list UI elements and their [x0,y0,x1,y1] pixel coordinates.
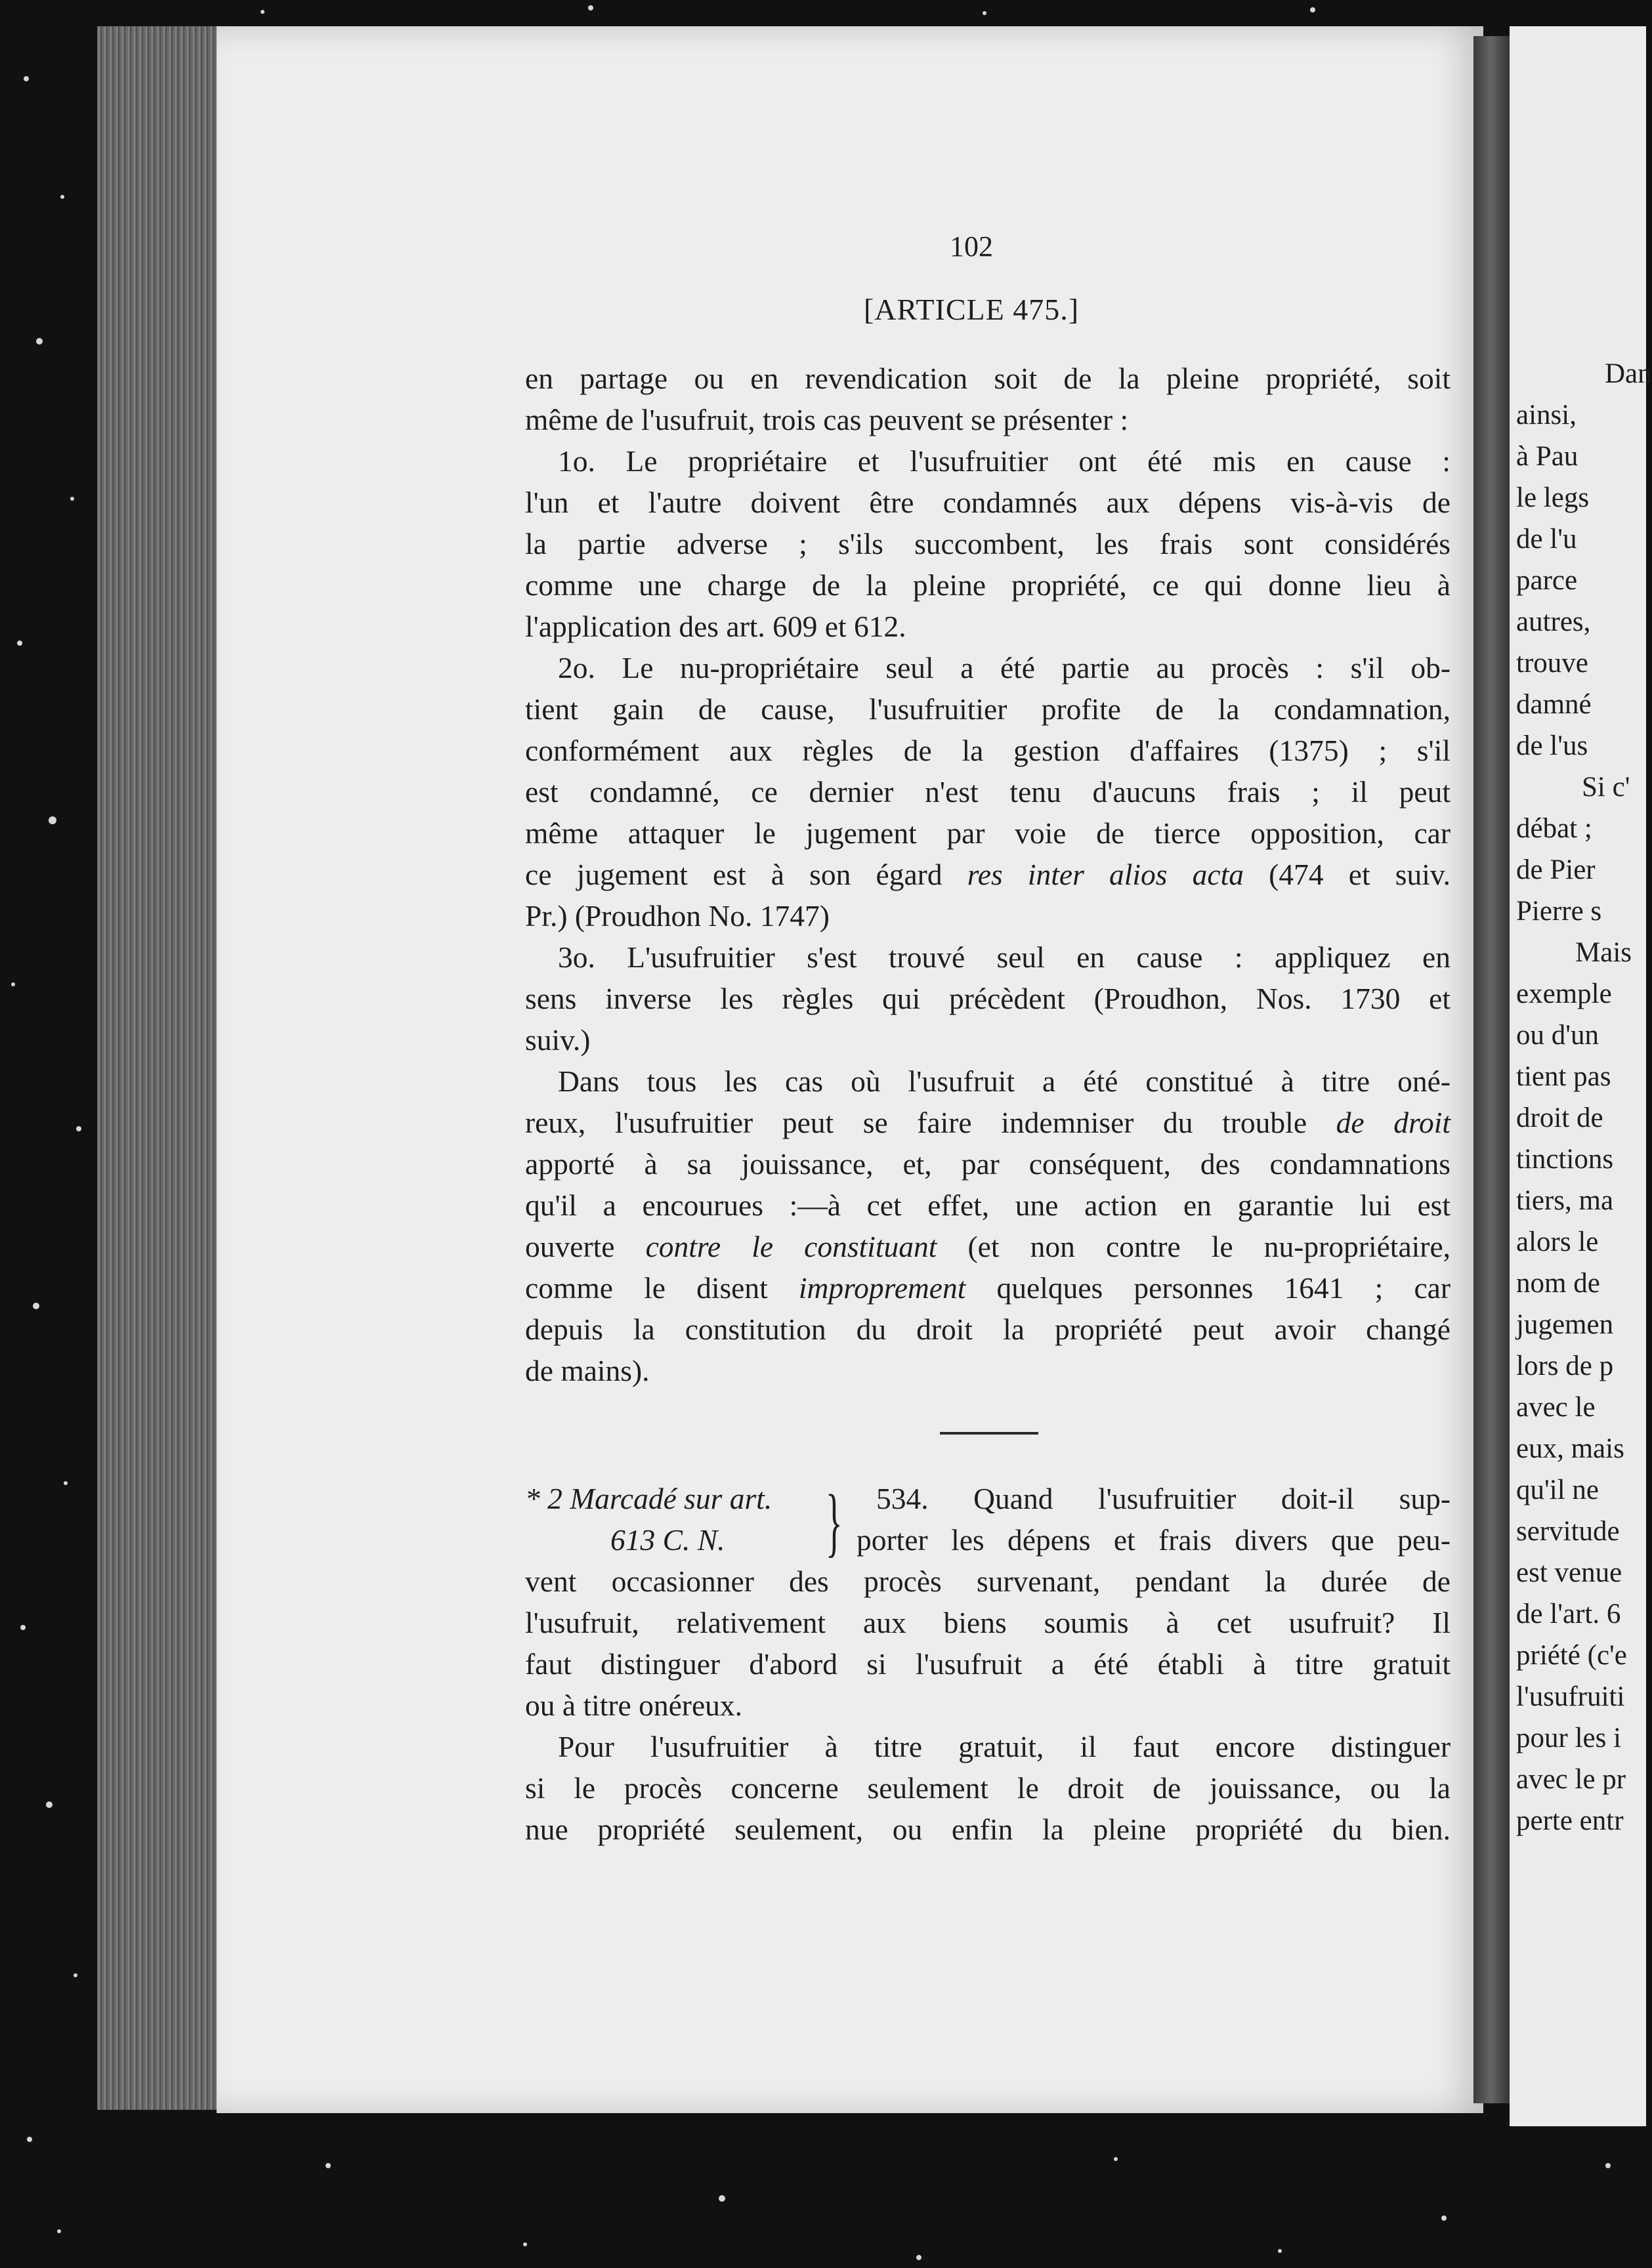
right-page-line: autres, [1516,606,1591,637]
text-line: sens inverse les règles qui précèdent (Proudhon, Nos. 1730 et [525,982,1451,1015]
text-line: conformément aux règles de la gestion d'affaires (1375) ; s'il [525,734,1451,767]
right-page-line: débat ; [1516,813,1592,844]
text-fragment: (et non contre le nu-propriétaire, [967,1230,1451,1263]
right-page-line: eux, mais [1516,1433,1624,1464]
right-page-line: tiers, ma [1516,1185,1614,1216]
text-line: tient gain de cause, l'usufruitier profite de la condamnation, [525,692,1451,726]
page-edge [97,26,223,2110]
text-line [525,854,1451,895]
text-line: vent occasionner des procès survenant, pendant la durée de [525,1564,1451,1598]
right-page-line: à Pau [1516,441,1578,472]
text-line: l'application des art. 609 et 612. [525,610,906,643]
text-line: même attaquer le jugement par voie de tierce opposition, car [525,816,1451,850]
article-header: [ARTICLE 475.] [863,293,1080,326]
text-line: depuis la constitution du droit la propriété peut avoir changé [525,1312,1451,1346]
text-line: apporté à sa jouissance, et, par conséquent, des condamnations [525,1147,1451,1181]
text-line: ou à titre onéreux. [525,1689,743,1722]
right-page-line: Pierre s [1516,896,1602,927]
reference-text-line: 534. Quand l'usufruitier doit-il sup- [876,1482,1451,1515]
right-page-line: avec le pr [1516,1764,1626,1795]
right-page-line: trouve [1516,648,1588,679]
text-fragment: comme le disent [525,1271,768,1305]
text-line: la partie adverse ; s'ils succombent, les frais sont considérés [525,527,1451,560]
right-page-line: parce [1516,565,1578,596]
text-line [525,1267,1451,1309]
right-page-line: tinctions [1516,1144,1614,1175]
right-page-line: de l'us [1516,730,1588,761]
text-line: faut distinguer d'abord si l'usufruit a été établi à titre gratuit [525,1647,1451,1681]
reference-source-article: 613 C. N. [610,1523,725,1557]
right-page-line: droit de [1516,1102,1603,1133]
italic-phrase: contre le constituant [645,1230,937,1263]
text-line: Pour l'usufruitier à titre gratuit, il faut encore distinguer [558,1730,1451,1763]
text-line: en partage ou en revendication soit de la pleine propriété, soit [525,362,1451,395]
right-page-line: exemple [1516,978,1612,1009]
page-number: 102 [950,230,993,262]
text-line: Dans tous les cas où l'usufruit a été constitué à titre oné- [558,1064,1451,1098]
italic-phrase: de droit [1336,1106,1451,1139]
main-text-block [525,358,1451,1391]
right-page-line: de l'u [1516,524,1577,555]
text-line: même de l'usufruit, trois cas peuvent se présenter : [525,403,1129,436]
text-line: suiv.) [525,1023,591,1057]
text-line [525,1226,1451,1267]
text-fragment: ce jugement est à son égard [525,858,942,891]
text-fragment: reux, l'usufruitier peut se faire indemniser du trouble [525,1106,1307,1139]
reference-text-line: porter les dépens et frais divers que peu- [857,1523,1451,1557]
right-page-line: tient pas [1516,1061,1611,1092]
reference-source: * 2 Marcadé sur art. [525,1482,773,1515]
right-page-line: de Pier [1516,854,1596,885]
right-page-line: damné [1516,689,1592,720]
text-fragment: (474 et suiv. [1269,858,1451,891]
text-line: l'usufruit, relativement aux biens soumis à cet usufruit? Il [525,1606,1451,1639]
right-page-line: est venue [1516,1557,1622,1588]
brace-glyph: } [826,1479,843,1564]
text-line [525,1102,1451,1143]
text-line: est condamné, ce dernier n'est tenu d'aucuns frais ; il peut [525,775,1451,808]
right-page-line: lors de p [1516,1351,1614,1381]
text-line: l'un et l'autre doivent être condamnés aux dépens vis-à-vis de [525,486,1451,519]
right-page-line: Dan [1605,358,1652,389]
text-line: de mains). [525,1354,650,1387]
reference-block [525,1478,1451,1563]
right-page-line: servitude [1516,1516,1620,1547]
right-page-line: perte entr [1516,1805,1624,1836]
right-page-line: ou d'un [1516,1020,1599,1051]
right-page-line: Si c' [1582,772,1630,803]
right-page-line: jugemen [1516,1309,1614,1340]
text-line: qu'il a encourues :—à cet effet, une action en garantie lui est [525,1188,1451,1222]
right-page-line: priété (c'e [1516,1640,1627,1671]
right-page-line: l'usufruiti [1516,1681,1625,1712]
text-line: Pr.) (Proudhon No. 1747) [525,899,830,933]
text-fragment: ouverte [525,1230,615,1263]
italic-phrase: res inter alios acta [967,858,1244,891]
text-line: si le procès concerne seulement le droit de jouissance, ou la [525,1771,1451,1805]
right-page-line: alors le [1516,1227,1599,1257]
right-page-line: le legs [1516,482,1590,513]
text-line: nue propriété seulement, ou enfin la pleine propriété du bien. [525,1813,1451,1846]
right-page-line: nom de [1516,1268,1600,1299]
right-page-line: pour les i [1516,1723,1622,1754]
right-page-line: ainsi, [1516,400,1577,430]
italic-phrase: improprement [798,1271,966,1305]
text-line: 1o. Le propriétaire et l'usufruitier ont été mis en cause : [558,444,1451,478]
section-divider [940,1432,1038,1435]
text-line: 3o. L'usufruitier s'est trouvé seul en cause : appliquez en [558,940,1451,974]
right-page-line: de l'art. 6 [1516,1599,1621,1629]
text-line: comme une charge de la pleine propriété, ce qui donne lieu à [525,568,1451,602]
right-page-line: avec le [1516,1392,1596,1423]
secondary-text-block [525,1561,1451,1850]
text-line: 2o. Le nu-propriétaire seul a été partie au procès : s'il ob- [558,651,1451,684]
text-fragment: quelques personnes 1641 ; car [996,1271,1451,1305]
right-page-line: qu'il ne [1516,1475,1599,1505]
right-page-line: Mais [1575,937,1632,968]
